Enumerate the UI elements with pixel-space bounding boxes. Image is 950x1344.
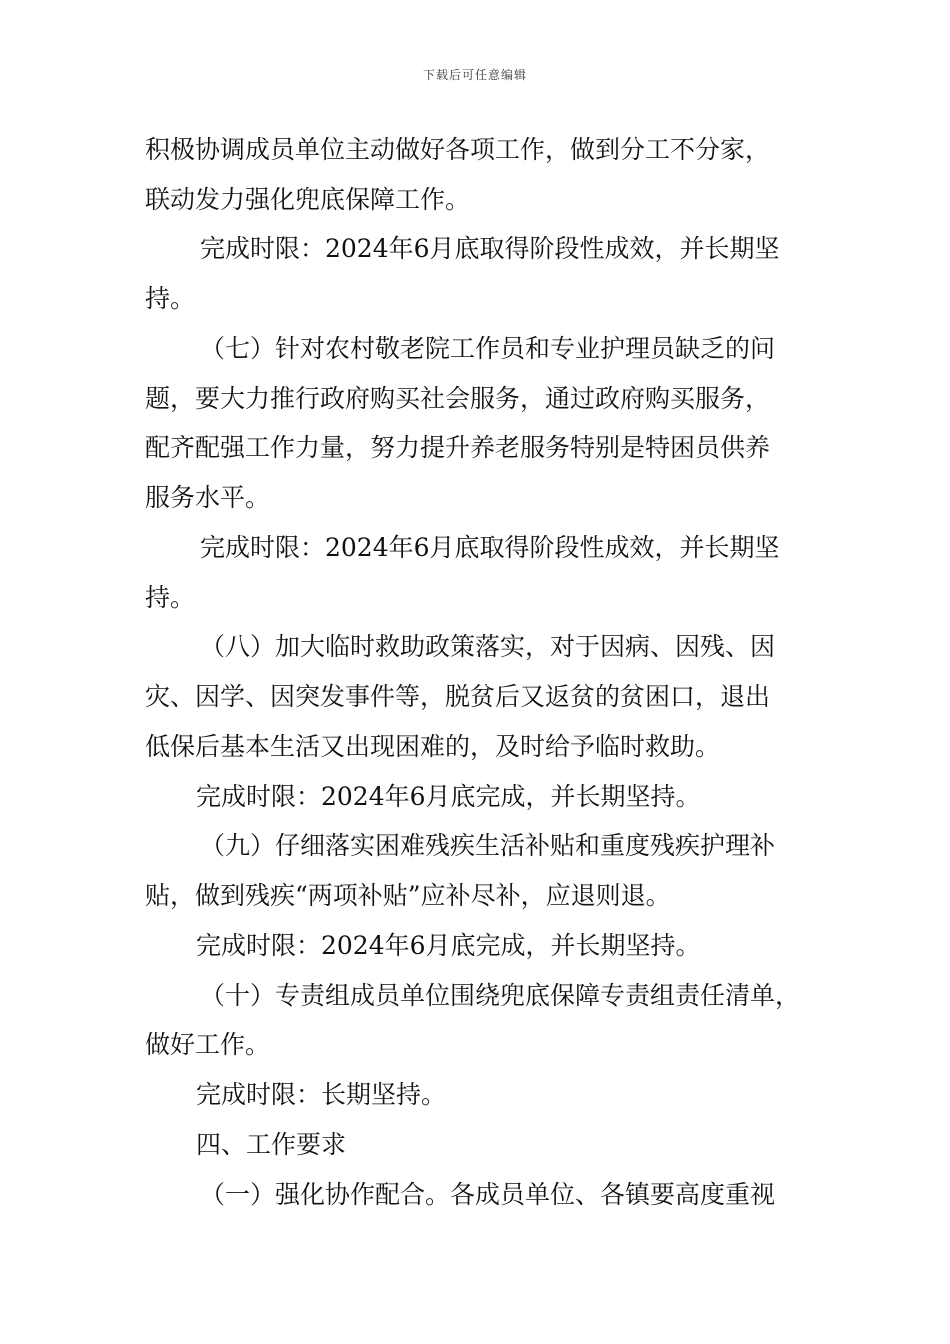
text-line-20: 完成时限：长期坚持。 [196,1080,447,1109]
text-line-22: （一）强化协作配合。各成员单位、各镇要高度重视 [200,1180,776,1209]
text-line-10: 持。 [145,583,196,612]
section-heading: 四、工作要求 [196,1130,347,1159]
text-line-2: 联动发力强化兜底保障工作。 [145,185,471,214]
text-line-15: （九）仔细落实困难残疾生活补贴和重度残疾护理补 [200,831,776,860]
text-line-8: 服务水平。 [145,483,271,512]
text-line-19: 做好工作。 [145,1030,271,1059]
text-line-14: 完成时限：2024年6月底完成，并长期坚持。 [196,782,701,811]
text-line-4: 持。 [145,284,196,313]
page-header: 下载后可任意编辑 [422,68,527,82]
text-line-7: 配齐配强工作力量，努力提升养老服务特别是特困员供养 [145,433,771,462]
text-line-16: 贴，做到残疾“两项补贴”应补尽补，应退则退。 [145,881,671,910]
text-line-13: 低保后基本生活又出现困难的，及时给予临时救助。 [145,732,721,761]
text-line-1: 积极协调成员单位主动做好各项工作，做到分工不分家， [145,135,771,164]
text-line-5: （七）针对农村敬老院工作员和专业护理员缺乏的问 [200,334,776,363]
text-line-18: （十）专责组成员单位围绕兜底保障专责组责任清单， [200,981,801,1010]
text-line-9: 完成时限：2024年6月底取得阶段性成效，并长期坚 [200,533,780,562]
text-line-12: 灾、因学、因突发事件等，脱贫后又返贫的贫困口，退出 [145,682,771,711]
text-line-6: 题，要大力推行政府购买社会服务，通过政府购买服务， [145,384,771,413]
text-line-3: 完成时限：2024年6月底取得阶段性成效，并长期坚 [200,234,780,263]
text-line-17: 完成时限：2024年6月底完成，并长期坚持。 [196,931,701,960]
text-line-11: （八）加大临时救助政策落实，对于因病、因残、因 [200,632,776,661]
